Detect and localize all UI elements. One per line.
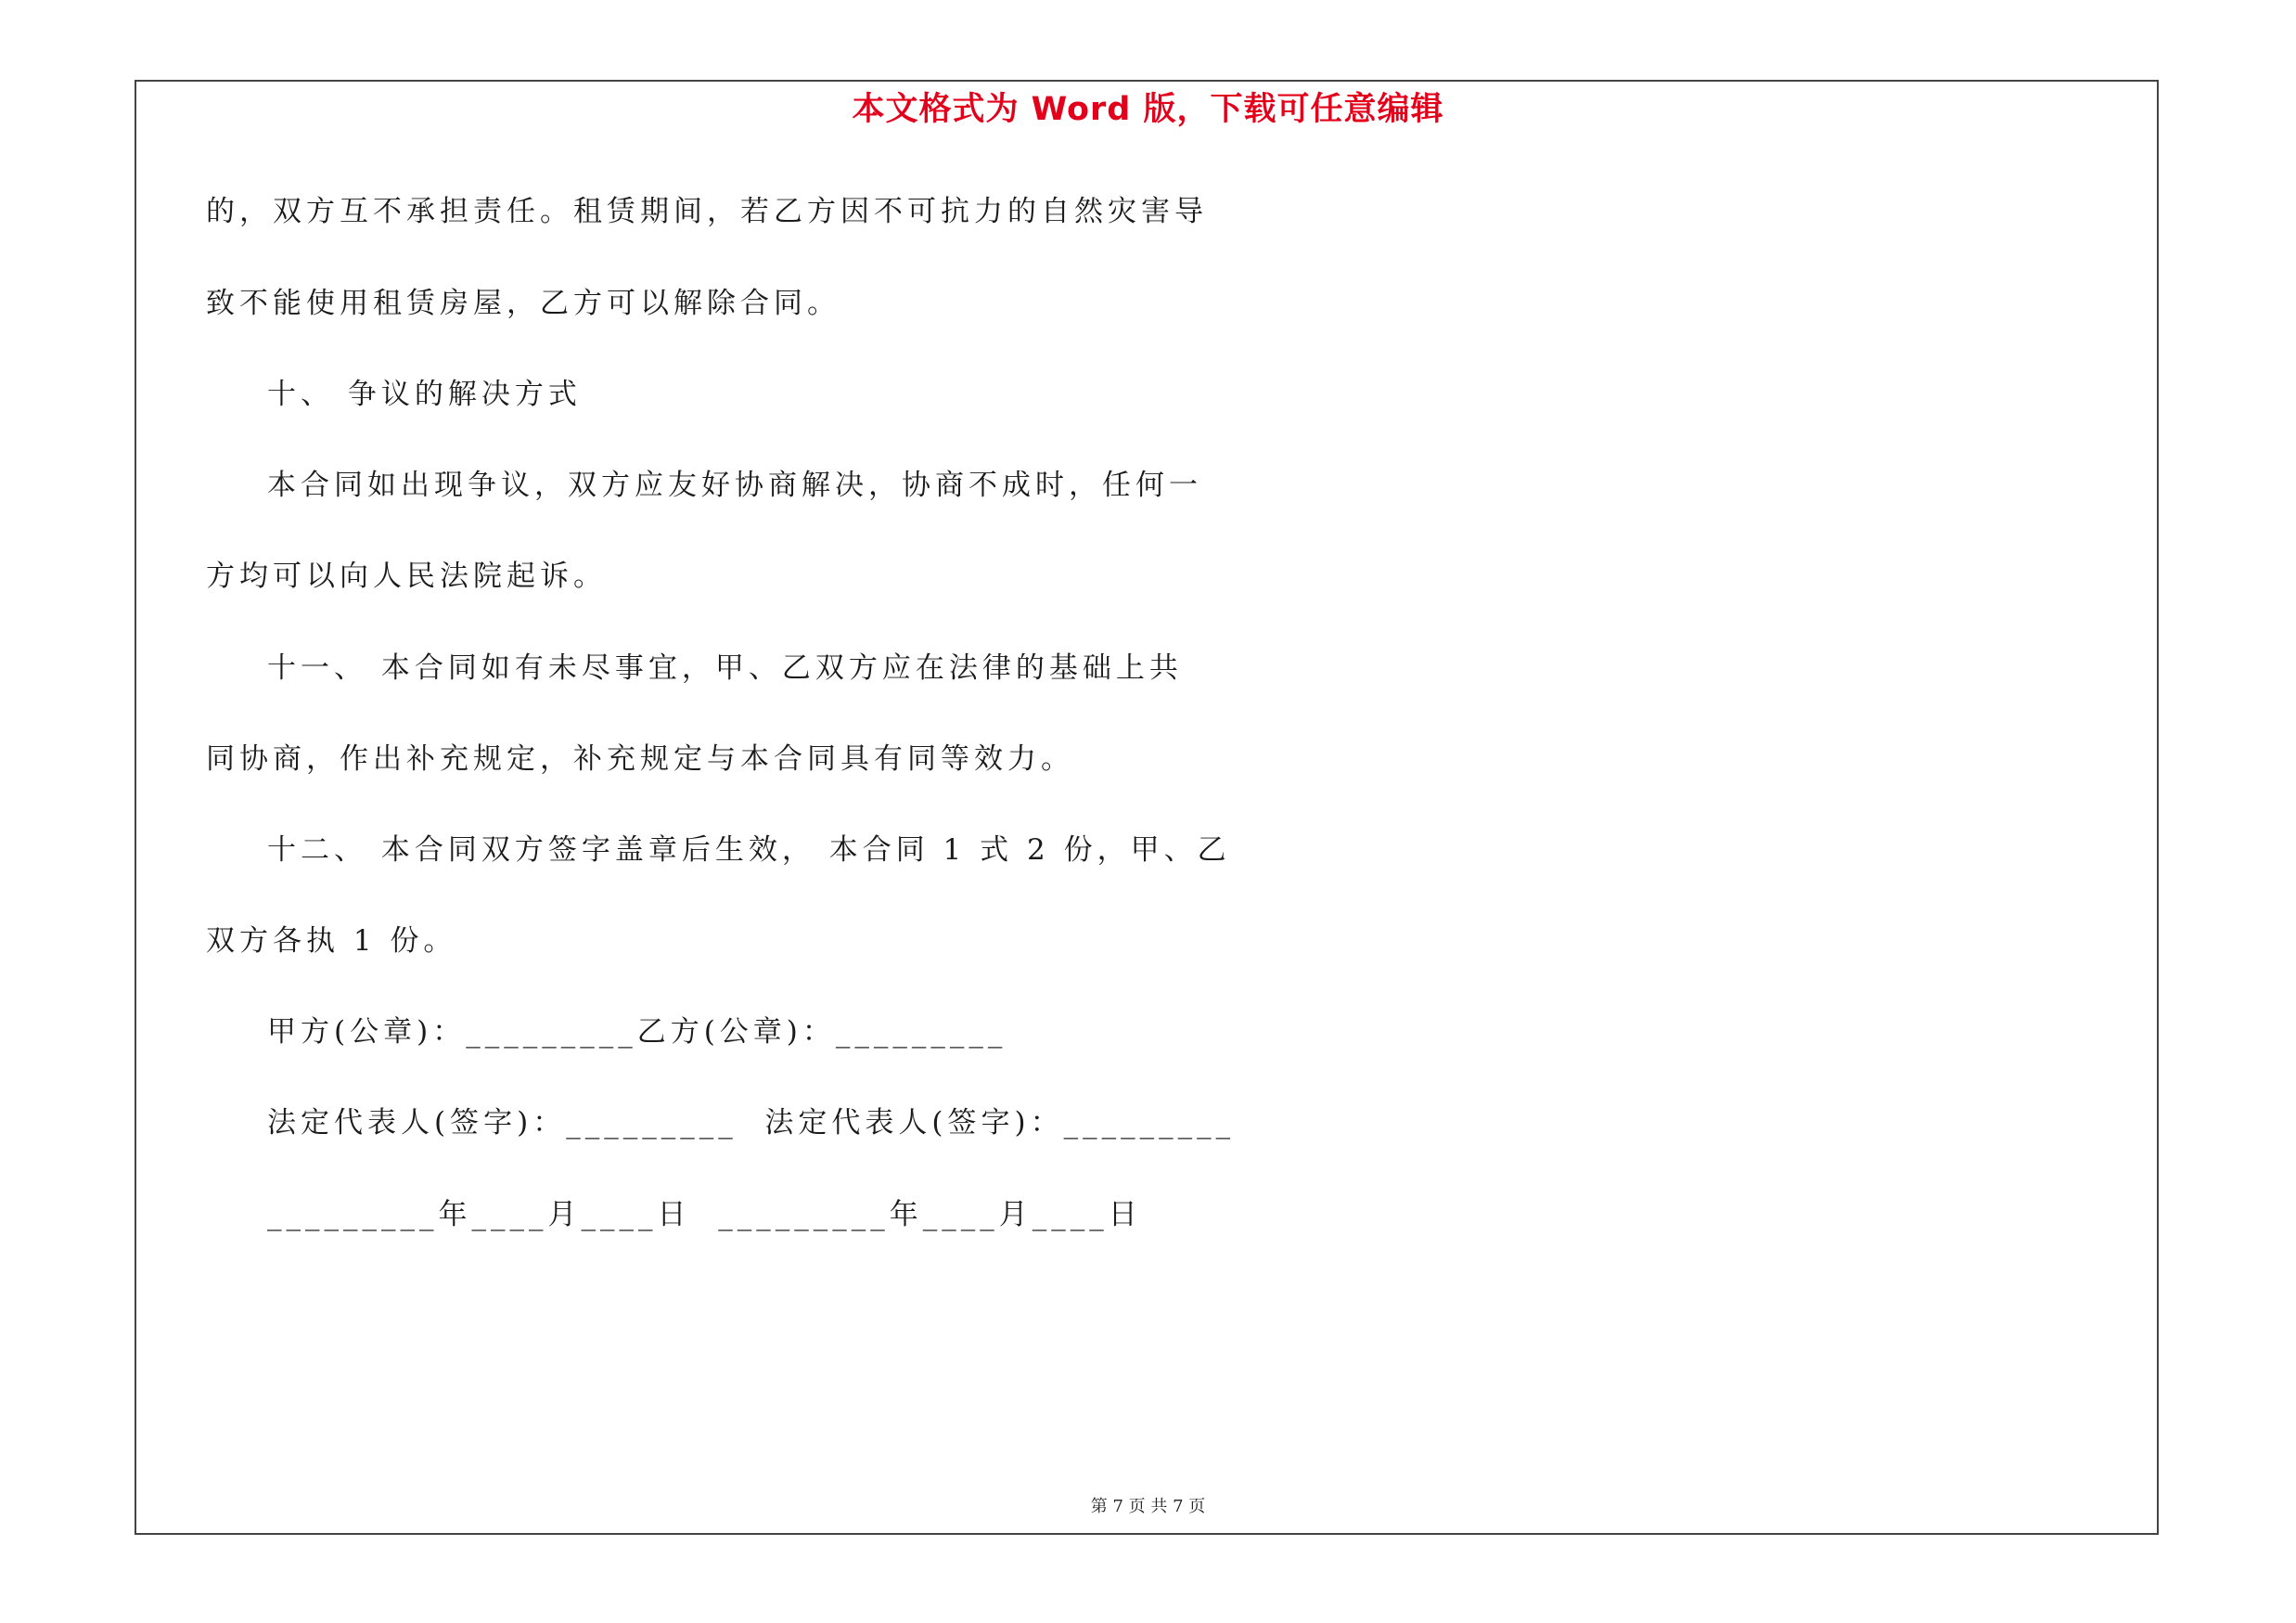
paragraph-line: 的，双方互不承担责任。租赁期间，若乙方因不可抗力的自然灾害导 bbox=[206, 195, 1208, 228]
paragraph-line: 本合同如出现争议，双方应友好协商解决，协商不成时，任何一 bbox=[267, 469, 1202, 502]
clause-line: 十二、 本合同双方签字盖章后生效， 本合同 1 式 2 份，甲、乙 bbox=[267, 833, 1231, 867]
paragraph-line: 同协商，作出补充规定，补充规定与本合同具有同等效力。 bbox=[206, 742, 1074, 776]
date-line: _________年____月____日 _________年____月____日 bbox=[267, 1198, 1142, 1231]
page-number-footer: 第 7 页 共 7 页 bbox=[1090, 1497, 1206, 1516]
clause-line: 十一、 本合同如有未尽事宜，甲、乙双方应在法律的基础上共 bbox=[267, 651, 1183, 685]
paragraph-line: 方均可以向人民法院起诉。 bbox=[206, 560, 607, 593]
paragraph-line: 双方各执 1 份。 bbox=[206, 924, 457, 958]
editable-notice-banner: 本文格式为 Word 版，下载可任意编辑 bbox=[852, 91, 1444, 128]
paragraph-line: 致不能使用租赁房屋，乙方可以解除合同。 bbox=[206, 287, 840, 320]
section-heading: 十、 争议的解决方式 bbox=[267, 378, 582, 411]
seal-line: 甲方(公章)：_________乙方(公章)：_________ bbox=[267, 1015, 1007, 1049]
signature-line: 法定代表人(签字)：_________ 法定代表人(签字)：_________ bbox=[267, 1106, 1236, 1140]
